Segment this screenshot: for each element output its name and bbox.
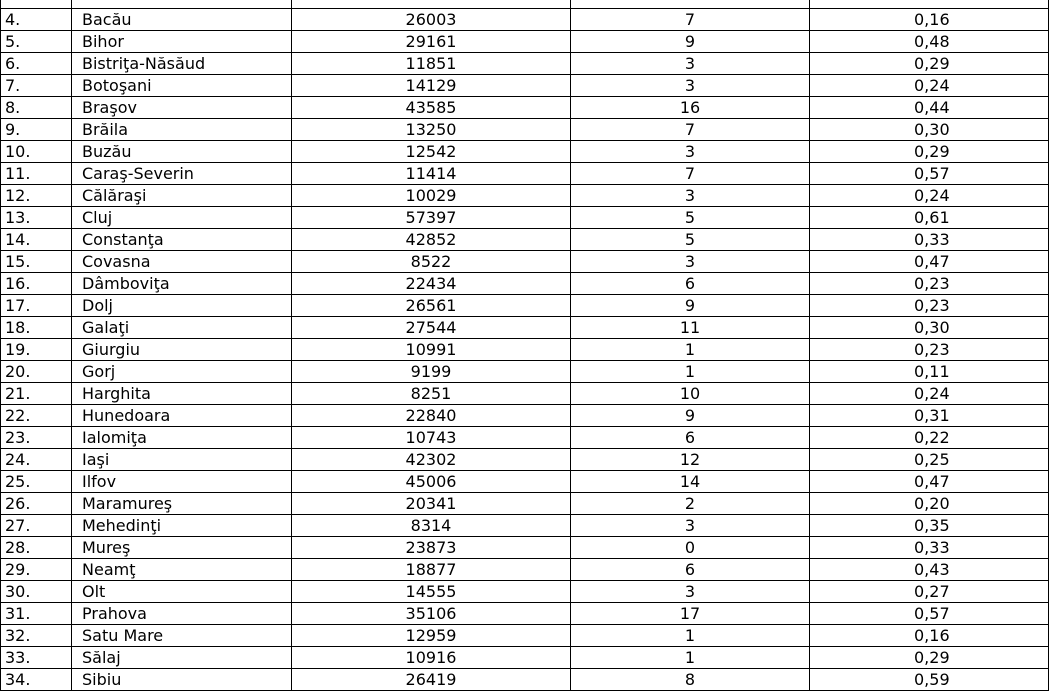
- row-index: 17.: [1, 295, 72, 317]
- total-value: 57397: [292, 207, 571, 229]
- row-index: 12.: [1, 185, 72, 207]
- total-value: 9199: [292, 361, 571, 383]
- rate-value: [810, 0, 1049, 9]
- total-value: 23873: [292, 537, 571, 559]
- county-name: Călăraşi: [72, 185, 292, 207]
- count-value: 14: [571, 471, 810, 493]
- total-value: 11851: [292, 53, 571, 75]
- total-value: 26003: [292, 9, 571, 31]
- rate-value: 0,11: [810, 361, 1049, 383]
- row-index: 25.: [1, 471, 72, 493]
- count-value: 3: [571, 141, 810, 163]
- table-row: [1, 185, 1049, 207]
- total-value: 20341: [292, 493, 571, 515]
- count-value: 12: [571, 449, 810, 471]
- total-value: 10991: [292, 339, 571, 361]
- table-row: [1, 647, 1049, 669]
- row-index: 10.: [1, 141, 72, 163]
- county-name: Ialomiţa: [72, 427, 292, 449]
- county-name: Covasna: [72, 251, 292, 273]
- table-row: [1, 273, 1049, 295]
- table-row: [1, 75, 1049, 97]
- county-name: Maramureş: [72, 493, 292, 515]
- rate-value: 0,61: [810, 207, 1049, 229]
- total-value: 8314: [292, 515, 571, 537]
- count-value: 8: [571, 669, 810, 691]
- total-value: 12542: [292, 141, 571, 163]
- rate-value: 0,24: [810, 75, 1049, 97]
- table-row: [1, 471, 1049, 493]
- row-index: 31.: [1, 603, 72, 625]
- rate-value: 0,47: [810, 251, 1049, 273]
- table-row: [1, 625, 1049, 647]
- table-row: [1, 295, 1049, 317]
- count-value: 11: [571, 317, 810, 339]
- rate-value: 0,23: [810, 273, 1049, 295]
- count-value: 3: [571, 251, 810, 273]
- rate-value: 0,25: [810, 449, 1049, 471]
- row-index: 33.: [1, 647, 72, 669]
- count-value: 3: [571, 53, 810, 75]
- county-name: Satu Mare: [72, 625, 292, 647]
- table-row: [1, 141, 1049, 163]
- county-name: Bacău: [72, 9, 292, 31]
- total-value: 10029: [292, 185, 571, 207]
- count-value: 1: [571, 647, 810, 669]
- rate-value: 0,44: [810, 97, 1049, 119]
- table-row: [1, 603, 1049, 625]
- table-row: [1, 119, 1049, 141]
- county-name: Bistriţa-Năsăud: [72, 53, 292, 75]
- row-index: 13.: [1, 207, 72, 229]
- table-row: [1, 317, 1049, 339]
- rate-value: 0,29: [810, 53, 1049, 75]
- table-row: [1, 251, 1049, 273]
- row-index: 23.: [1, 427, 72, 449]
- row-index: 20.: [1, 361, 72, 383]
- county-name: Bihor: [72, 31, 292, 53]
- row-index: 11.: [1, 163, 72, 185]
- rate-value: 0,33: [810, 229, 1049, 251]
- row-index: 24.: [1, 449, 72, 471]
- total-value: 8522: [292, 251, 571, 273]
- county-name: Harghita: [72, 383, 292, 405]
- row-index: 32.: [1, 625, 72, 647]
- table-row: [1, 207, 1049, 229]
- count-value: 3: [571, 75, 810, 97]
- row-index: 6.: [1, 53, 72, 75]
- count-value: 17: [571, 603, 810, 625]
- total-value: 8251: [292, 383, 571, 405]
- table-row: [1, 537, 1049, 559]
- county-name: Brăila: [72, 119, 292, 141]
- rate-value: 0,23: [810, 339, 1049, 361]
- county-name: Sălaj: [72, 647, 292, 669]
- row-index: 8.: [1, 97, 72, 119]
- count-value: 1: [571, 361, 810, 383]
- table-row: [1, 493, 1049, 515]
- county-name: Dolj: [72, 295, 292, 317]
- rate-value: 0,29: [810, 141, 1049, 163]
- total-value: 18877: [292, 559, 571, 581]
- rate-value: 0,57: [810, 163, 1049, 185]
- rate-value: 0,22: [810, 427, 1049, 449]
- county-name: Buzău: [72, 141, 292, 163]
- row-index: 9.: [1, 119, 72, 141]
- table-row: [1, 9, 1049, 31]
- count-value: [571, 0, 810, 9]
- rate-value: 0,23: [810, 295, 1049, 317]
- row-index: 21.: [1, 383, 72, 405]
- total-value: 14555: [292, 581, 571, 603]
- county-name: Iaşi: [72, 449, 292, 471]
- rate-value: 0,16: [810, 625, 1049, 647]
- row-index: [1, 0, 72, 9]
- count-value: 6: [571, 559, 810, 581]
- row-index: 15.: [1, 251, 72, 273]
- row-index: 30.: [1, 581, 72, 603]
- rate-value: 0,33: [810, 537, 1049, 559]
- count-value: 3: [571, 185, 810, 207]
- total-value: 10916: [292, 647, 571, 669]
- county-name: Dâmboviţa: [72, 273, 292, 295]
- table-row: [1, 581, 1049, 603]
- count-value: 3: [571, 515, 810, 537]
- row-index: 26.: [1, 493, 72, 515]
- total-value: 11414: [292, 163, 571, 185]
- total-value: 42302: [292, 449, 571, 471]
- count-value: 10: [571, 383, 810, 405]
- total-value: [292, 0, 571, 9]
- row-index: 16.: [1, 273, 72, 295]
- county-name: Sibiu: [72, 669, 292, 691]
- total-value: 29161: [292, 31, 571, 53]
- county-name: Caraş-Severin: [72, 163, 292, 185]
- county-name: Constanţa: [72, 229, 292, 251]
- rate-value: 0,43: [810, 559, 1049, 581]
- total-value: 42852: [292, 229, 571, 251]
- county-name: Ilfov: [72, 471, 292, 493]
- table-row: [1, 405, 1049, 427]
- county-name: [72, 0, 292, 9]
- rate-value: 0,35: [810, 515, 1049, 537]
- row-index: 7.: [1, 75, 72, 97]
- rate-value: 0,20: [810, 493, 1049, 515]
- county-name: Galaţi: [72, 317, 292, 339]
- count-value: 2: [571, 493, 810, 515]
- table-row: [1, 229, 1049, 251]
- count-value: 3: [571, 581, 810, 603]
- total-value: 45006: [292, 471, 571, 493]
- rate-value: 0,47: [810, 471, 1049, 493]
- count-value: 5: [571, 229, 810, 251]
- row-index: 14.: [1, 229, 72, 251]
- total-value: 27544: [292, 317, 571, 339]
- table-body: [1, 0, 1049, 691]
- count-value: 1: [571, 339, 810, 361]
- total-value: 22840: [292, 405, 571, 427]
- table-row: [1, 559, 1049, 581]
- county-name: Mehedinţi: [72, 515, 292, 537]
- county-name: Neamţ: [72, 559, 292, 581]
- rate-value: 0,24: [810, 383, 1049, 405]
- total-value: 35106: [292, 603, 571, 625]
- rate-value: 0,27: [810, 581, 1049, 603]
- count-value: 0: [571, 537, 810, 559]
- total-value: 22434: [292, 273, 571, 295]
- table-row: [1, 0, 1049, 9]
- count-value: 9: [571, 295, 810, 317]
- count-value: 9: [571, 405, 810, 427]
- total-value: 26419: [292, 669, 571, 691]
- total-value: 13250: [292, 119, 571, 141]
- county-name: Botoşani: [72, 75, 292, 97]
- row-index: 4.: [1, 9, 72, 31]
- county-name: Gorj: [72, 361, 292, 383]
- table-row: [1, 31, 1049, 53]
- count-value: 7: [571, 9, 810, 31]
- count-value: 16: [571, 97, 810, 119]
- rate-value: 0,57: [810, 603, 1049, 625]
- county-name: Mureş: [72, 537, 292, 559]
- count-value: 1: [571, 625, 810, 647]
- rate-value: 0,29: [810, 647, 1049, 669]
- table-row: [1, 339, 1049, 361]
- table-row: [1, 53, 1049, 75]
- county-name: Hunedoara: [72, 405, 292, 427]
- row-index: 29.: [1, 559, 72, 581]
- count-value: 5: [571, 207, 810, 229]
- rate-value: 0,31: [810, 405, 1049, 427]
- row-index: 34.: [1, 669, 72, 691]
- rate-value: 0,59: [810, 669, 1049, 691]
- count-value: 7: [571, 163, 810, 185]
- rate-value: 0,30: [810, 317, 1049, 339]
- total-value: 43585: [292, 97, 571, 119]
- county-name: Giurgiu: [72, 339, 292, 361]
- row-index: 22.: [1, 405, 72, 427]
- table-row: [1, 515, 1049, 537]
- county-name: Olt: [72, 581, 292, 603]
- total-value: 14129: [292, 75, 571, 97]
- county-name: Braşov: [72, 97, 292, 119]
- row-index: 5.: [1, 31, 72, 53]
- row-index: 18.: [1, 317, 72, 339]
- total-value: 10743: [292, 427, 571, 449]
- county-name: Prahova: [72, 603, 292, 625]
- count-value: 9: [571, 31, 810, 53]
- count-value: 7: [571, 119, 810, 141]
- table-row: [1, 449, 1049, 471]
- table-row: [1, 383, 1049, 405]
- county-name: Cluj: [72, 207, 292, 229]
- table-row: [1, 427, 1049, 449]
- row-index: 27.: [1, 515, 72, 537]
- table-row: [1, 97, 1049, 119]
- count-value: 6: [571, 273, 810, 295]
- row-index: 19.: [1, 339, 72, 361]
- table-row: [1, 669, 1049, 691]
- rate-value: 0,48: [810, 31, 1049, 53]
- table-row: [1, 163, 1049, 185]
- rate-value: 0,24: [810, 185, 1049, 207]
- total-value: 12959: [292, 625, 571, 647]
- rate-value: 0,30: [810, 119, 1049, 141]
- count-value: 6: [571, 427, 810, 449]
- total-value: 26561: [292, 295, 571, 317]
- table-row: [1, 361, 1049, 383]
- rate-value: 0,16: [810, 9, 1049, 31]
- row-index: 28.: [1, 537, 72, 559]
